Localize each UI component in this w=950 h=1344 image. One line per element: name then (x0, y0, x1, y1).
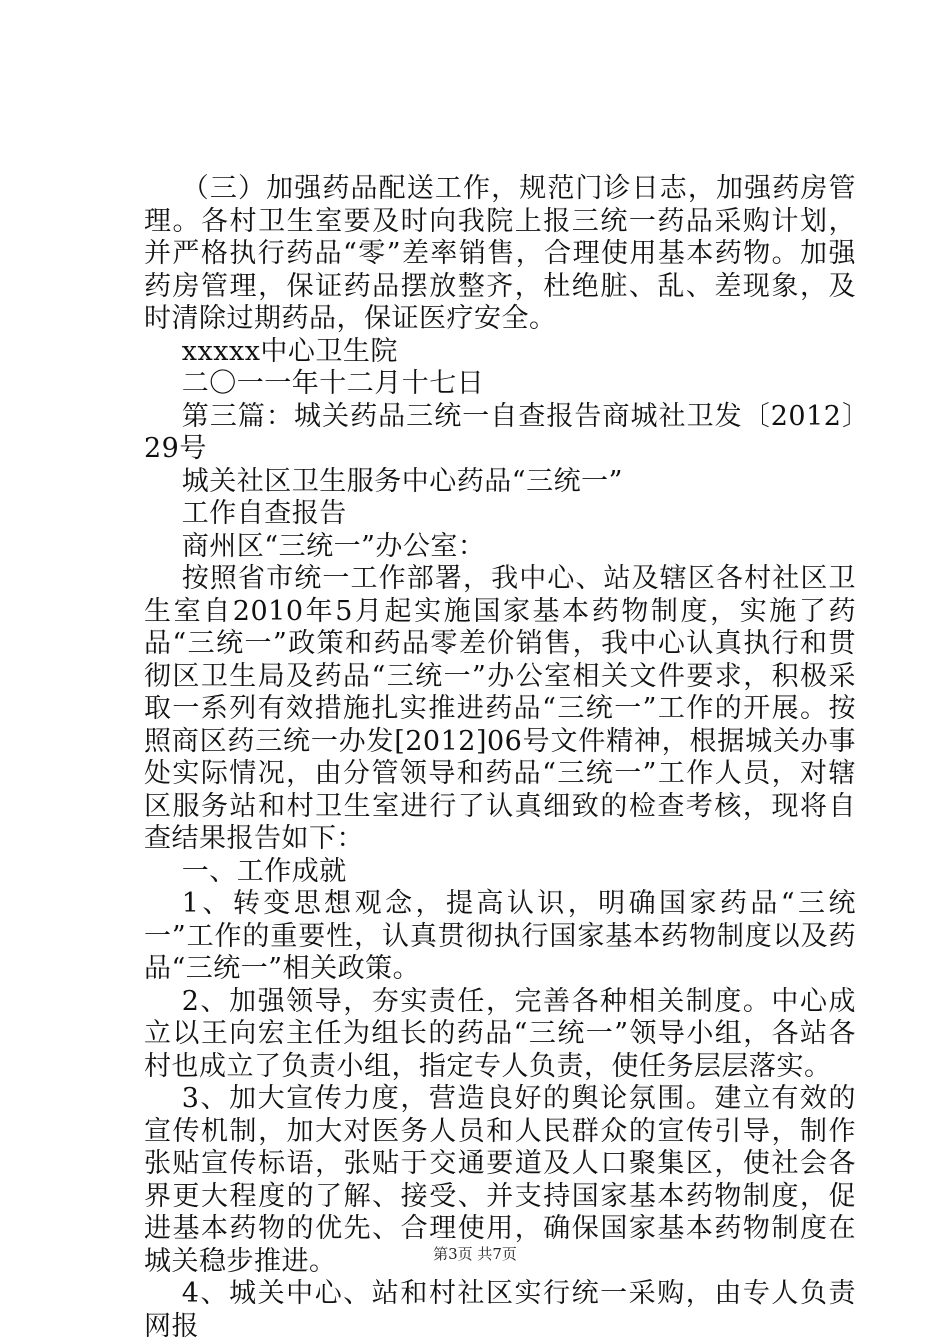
page-number-label: 第3页 共7页 (433, 1245, 517, 1263)
page-footer (0, 1243, 950, 1264)
paragraph-item-2: 2、加强领导，夯实责任，完善各种相关制度。中心成立以王向宏主任为组长的药品“三统一”领导小组，各站各村也成立了负责小组，指定专人负责，使任务层层落实。 (144, 985, 856, 1082)
report-title-line1: 城关社区卫生服务中心药品“三统一” (181, 465, 623, 497)
report-addressee: 商州区“三统一”办公室： (181, 530, 486, 562)
report-title-line2: 工作自查报告 (181, 498, 347, 529)
signature-date: 二〇一一年十二月十七日 (181, 368, 485, 399)
paragraph-item-3: 3、加大宣传力度，营造良好的舆论氛围。建立有效的宣传机制，加大对医务人员和人民群众的宣传引导，制作张贴宣传标语，张贴于交通要道及人口聚集区，使社会各界更大程度的了解、接受、并支持国家基本药物制度，促进基本药物的优先、合理使用，确保国家基本药物制度在城关稳步推进。 (144, 1083, 856, 1277)
paragraph-intro: 按照省市统一工作部署，我中心、站及辖区各村社区卫生室自2010年5月起实施国家基本药物制度，实施了药品“三统一”政策和药品零差价销售，我中心认真执行和贯彻区卫生局及药品“三统一”办公室相关文件要求，积极采取一系列有效措施扎实推进药品“三统一”工作的开展。按照商区药三统一办发[2012]06号文件精神，根据城关办事处实际情况，由分管领导和药品“三统一”工作人员，对辖区服务站和村卫生室进行了认真细致的检查考核，现将自查结果报告如下： (144, 563, 856, 854)
section-heading: 第三篇：城关药品三统一自查报告商城社卫发〔2012〕29号 (144, 400, 856, 464)
paragraph-drug-distribution: （三）加强药品配送工作，规范门诊日志，加强药房管理。各村卫生室要及时向我院上报三统一药品采购计划，并严格执行药品“零”差率销售，合理使用基本药物。加强药房管理，保证药品摆放整齐，杜绝脏、乱、差现象，及时清除过期药品，保证医疗安全。 (144, 173, 856, 334)
document-body (144, 173, 856, 1343)
paragraph-item-4: 4、城关中心、站和村社区实行统一采购，由专人负责网报 (144, 1278, 856, 1342)
paragraph-item-1: 1、转变思想观念，提高认识，明确国家药品“三统一”工作的重要性，认真贯彻执行国家基本药物制度以及药品“三统一”相关政策。 (144, 888, 856, 984)
heading-achievements: 一、工作成就 (181, 855, 347, 887)
signature-org: xxxxx中心卫生院 (181, 335, 398, 367)
